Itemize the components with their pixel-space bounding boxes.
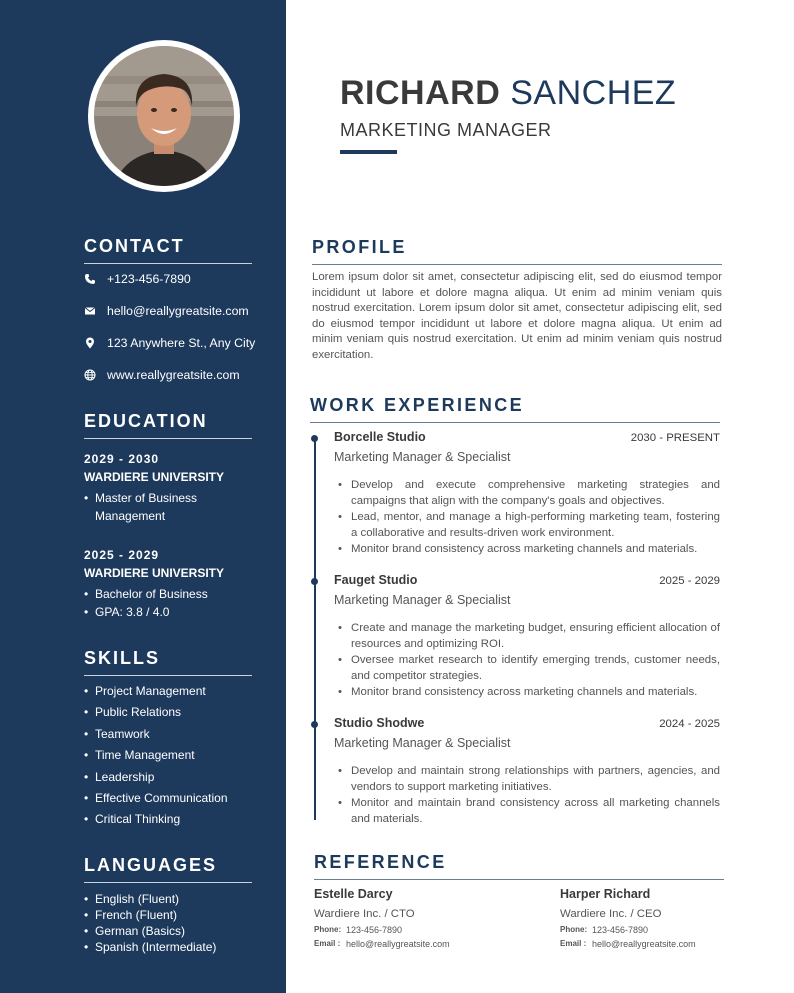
- profile-photo: [88, 40, 240, 192]
- language-item: • English (Fluent): [84, 891, 254, 907]
- work-experience-heading: WORK EXPERIENCE: [310, 395, 720, 423]
- email-label: Email :: [314, 939, 341, 948]
- location-pin-icon: [84, 337, 96, 349]
- skill-item: • Effective Communication: [84, 788, 254, 809]
- job-date: 2025 - 2029: [659, 575, 720, 587]
- job-role: Marketing Manager & Specialist: [334, 450, 511, 464]
- reference-phone-value: 123-456-7890: [592, 925, 649, 935]
- phone-label: Phone:: [314, 925, 342, 934]
- email-label: Email :: [560, 939, 587, 948]
- job-company: Studio Shodwe: [334, 716, 425, 730]
- job-entry: [334, 430, 720, 557]
- first-name: RICHARD: [340, 74, 501, 112]
- skill-item: • Critical Thinking: [84, 809, 254, 830]
- reference-org: Wardiere Inc. / CTO: [314, 908, 415, 920]
- reference-heading: REFERENCE: [314, 852, 724, 880]
- job-role: Marketing Manager & Specialist: [334, 593, 511, 607]
- skill-item: • Time Management: [84, 745, 254, 766]
- reference-entry: [560, 887, 760, 949]
- contact-address: [84, 336, 255, 350]
- job-company: Fauget Studio: [334, 573, 418, 587]
- contact-phone: [84, 272, 191, 286]
- job-date: 2024 - 2025: [659, 718, 720, 730]
- sidebar: [0, 0, 286, 993]
- contact-address-text: 123 Anywhere St., Any City: [107, 336, 256, 350]
- full-name: [340, 74, 676, 113]
- globe-icon: [84, 369, 96, 381]
- last-name: SANCHEZ: [510, 74, 677, 112]
- skill-item: • Project Management: [84, 681, 254, 702]
- language-item: • Spanish (Intermediate): [84, 939, 254, 955]
- portrait-image: [94, 46, 234, 186]
- reference-org: Wardiere Inc. / CEO: [560, 908, 662, 920]
- reference-email-value: hello@reallygreatsite.com: [592, 939, 696, 949]
- timeline-dot: [311, 578, 318, 585]
- timeline-dot: [311, 721, 318, 728]
- job-bullet: • Develop and execute comprehensive marketing strategies and campaigns that align with the company's goals and objectives.: [338, 477, 720, 509]
- reference-entry: [314, 887, 514, 949]
- contact-website: [84, 368, 240, 382]
- email-icon: [84, 305, 96, 317]
- job-company: Borcelle Studio: [334, 430, 426, 444]
- language-item: • French (Fluent): [84, 907, 254, 923]
- language-item: • German (Basics): [84, 923, 254, 939]
- reference-name: Harper Richard: [560, 887, 651, 901]
- job-entry: [334, 573, 720, 700]
- education-heading: EDUCATION: [84, 411, 252, 439]
- reference-phone: [314, 925, 514, 935]
- skill-item: • Teamwork: [84, 724, 254, 745]
- skill-item: • Public Relations: [84, 702, 254, 723]
- title-underline: [340, 150, 397, 154]
- job-bullet: • Monitor and maintain brand consistency across all marketing channels and materials.: [338, 795, 720, 827]
- reference-name: Estelle Darcy: [314, 887, 393, 901]
- education-school: WARDIERE UNIVERSITY: [84, 470, 225, 484]
- education-degree: • Master of Business Management: [84, 490, 254, 525]
- education-school: WARDIERE UNIVERSITY: [84, 566, 225, 580]
- education-entry: [84, 452, 254, 525]
- reference-phone: [560, 925, 760, 935]
- job-bullet: • Monitor brand consistency across marketing channels and materials.: [338, 684, 720, 700]
- job-date: 2030 - PRESENT: [630, 432, 720, 444]
- phone-icon: [84, 273, 96, 285]
- contact-email: [84, 304, 249, 318]
- job-title: MARKETING MANAGER: [340, 120, 552, 140]
- phone-label: Phone:: [560, 925, 588, 934]
- education-entry: [84, 548, 254, 621]
- contact-phone-text: +123-456-7890: [107, 272, 191, 286]
- languages-list: [84, 891, 254, 955]
- education-gpa: • GPA: 3.8 / 4.0: [84, 604, 254, 622]
- contact-website-text: www.reallygreatsite.com: [107, 368, 240, 382]
- job-bullet: • Create and manage the marketing budget, ensuring efficient allocation of resources and optimizing ROI.: [338, 620, 720, 652]
- job-entry: [334, 716, 720, 827]
- education-degree: • Bachelor of Business: [84, 586, 254, 604]
- skill-item: • Leadership: [84, 767, 254, 788]
- job-bullet: • Oversee market research to identify emerging trends, customer needs, and competitor strategies.: [338, 652, 720, 684]
- job-role: Marketing Manager & Specialist: [334, 736, 511, 750]
- education-years: 2029 - 2030: [84, 452, 160, 466]
- reference-email: [560, 939, 760, 949]
- job-bullet: • Lead, mentor, and manage a high-performing marketing team, fostering a collaborative and results-driven work environment.: [338, 509, 720, 541]
- skills-heading: SKILLS: [84, 648, 252, 676]
- profile-text: Lorem ipsum dolor sit amet, consectetur adipiscing elit, sed do eiusmod tempor incididunt ut labore et dolore magna aliqua. Ut enim ad minim veniam quis nostrud exercitation. Lorem ipsum dolor sit amet, consectetur adipiscing elit, sed do eiusmod tempor incididunt ut labore et dolore magna aliqua. Ut enim ad minim veniam quis nostrud exercitation. Ut enim ad minim veniam quis nostrud exercitation.: [312, 271, 722, 361]
- profile-heading: PROFILE: [312, 237, 722, 265]
- contact-heading: CONTACT: [84, 236, 252, 264]
- contact-email-text: hello@reallygreatsite.com: [107, 304, 249, 318]
- reference-email: [314, 939, 514, 949]
- languages-heading: LANGUAGES: [84, 855, 252, 883]
- job-bullet: • Monitor brand consistency across marketing channels and materials.: [338, 541, 720, 557]
- timeline-dot: [311, 435, 318, 442]
- skills-list: [84, 681, 254, 831]
- reference-phone-value: 123-456-7890: [346, 925, 403, 935]
- education-years: 2025 - 2029: [84, 548, 160, 562]
- job-bullet: • Develop and maintain strong relationships with partners, agencies, and vendors to support marketing initiatives.: [338, 763, 720, 795]
- reference-email-value: hello@reallygreatsite.com: [346, 939, 450, 949]
- timeline-line: [314, 437, 316, 820]
